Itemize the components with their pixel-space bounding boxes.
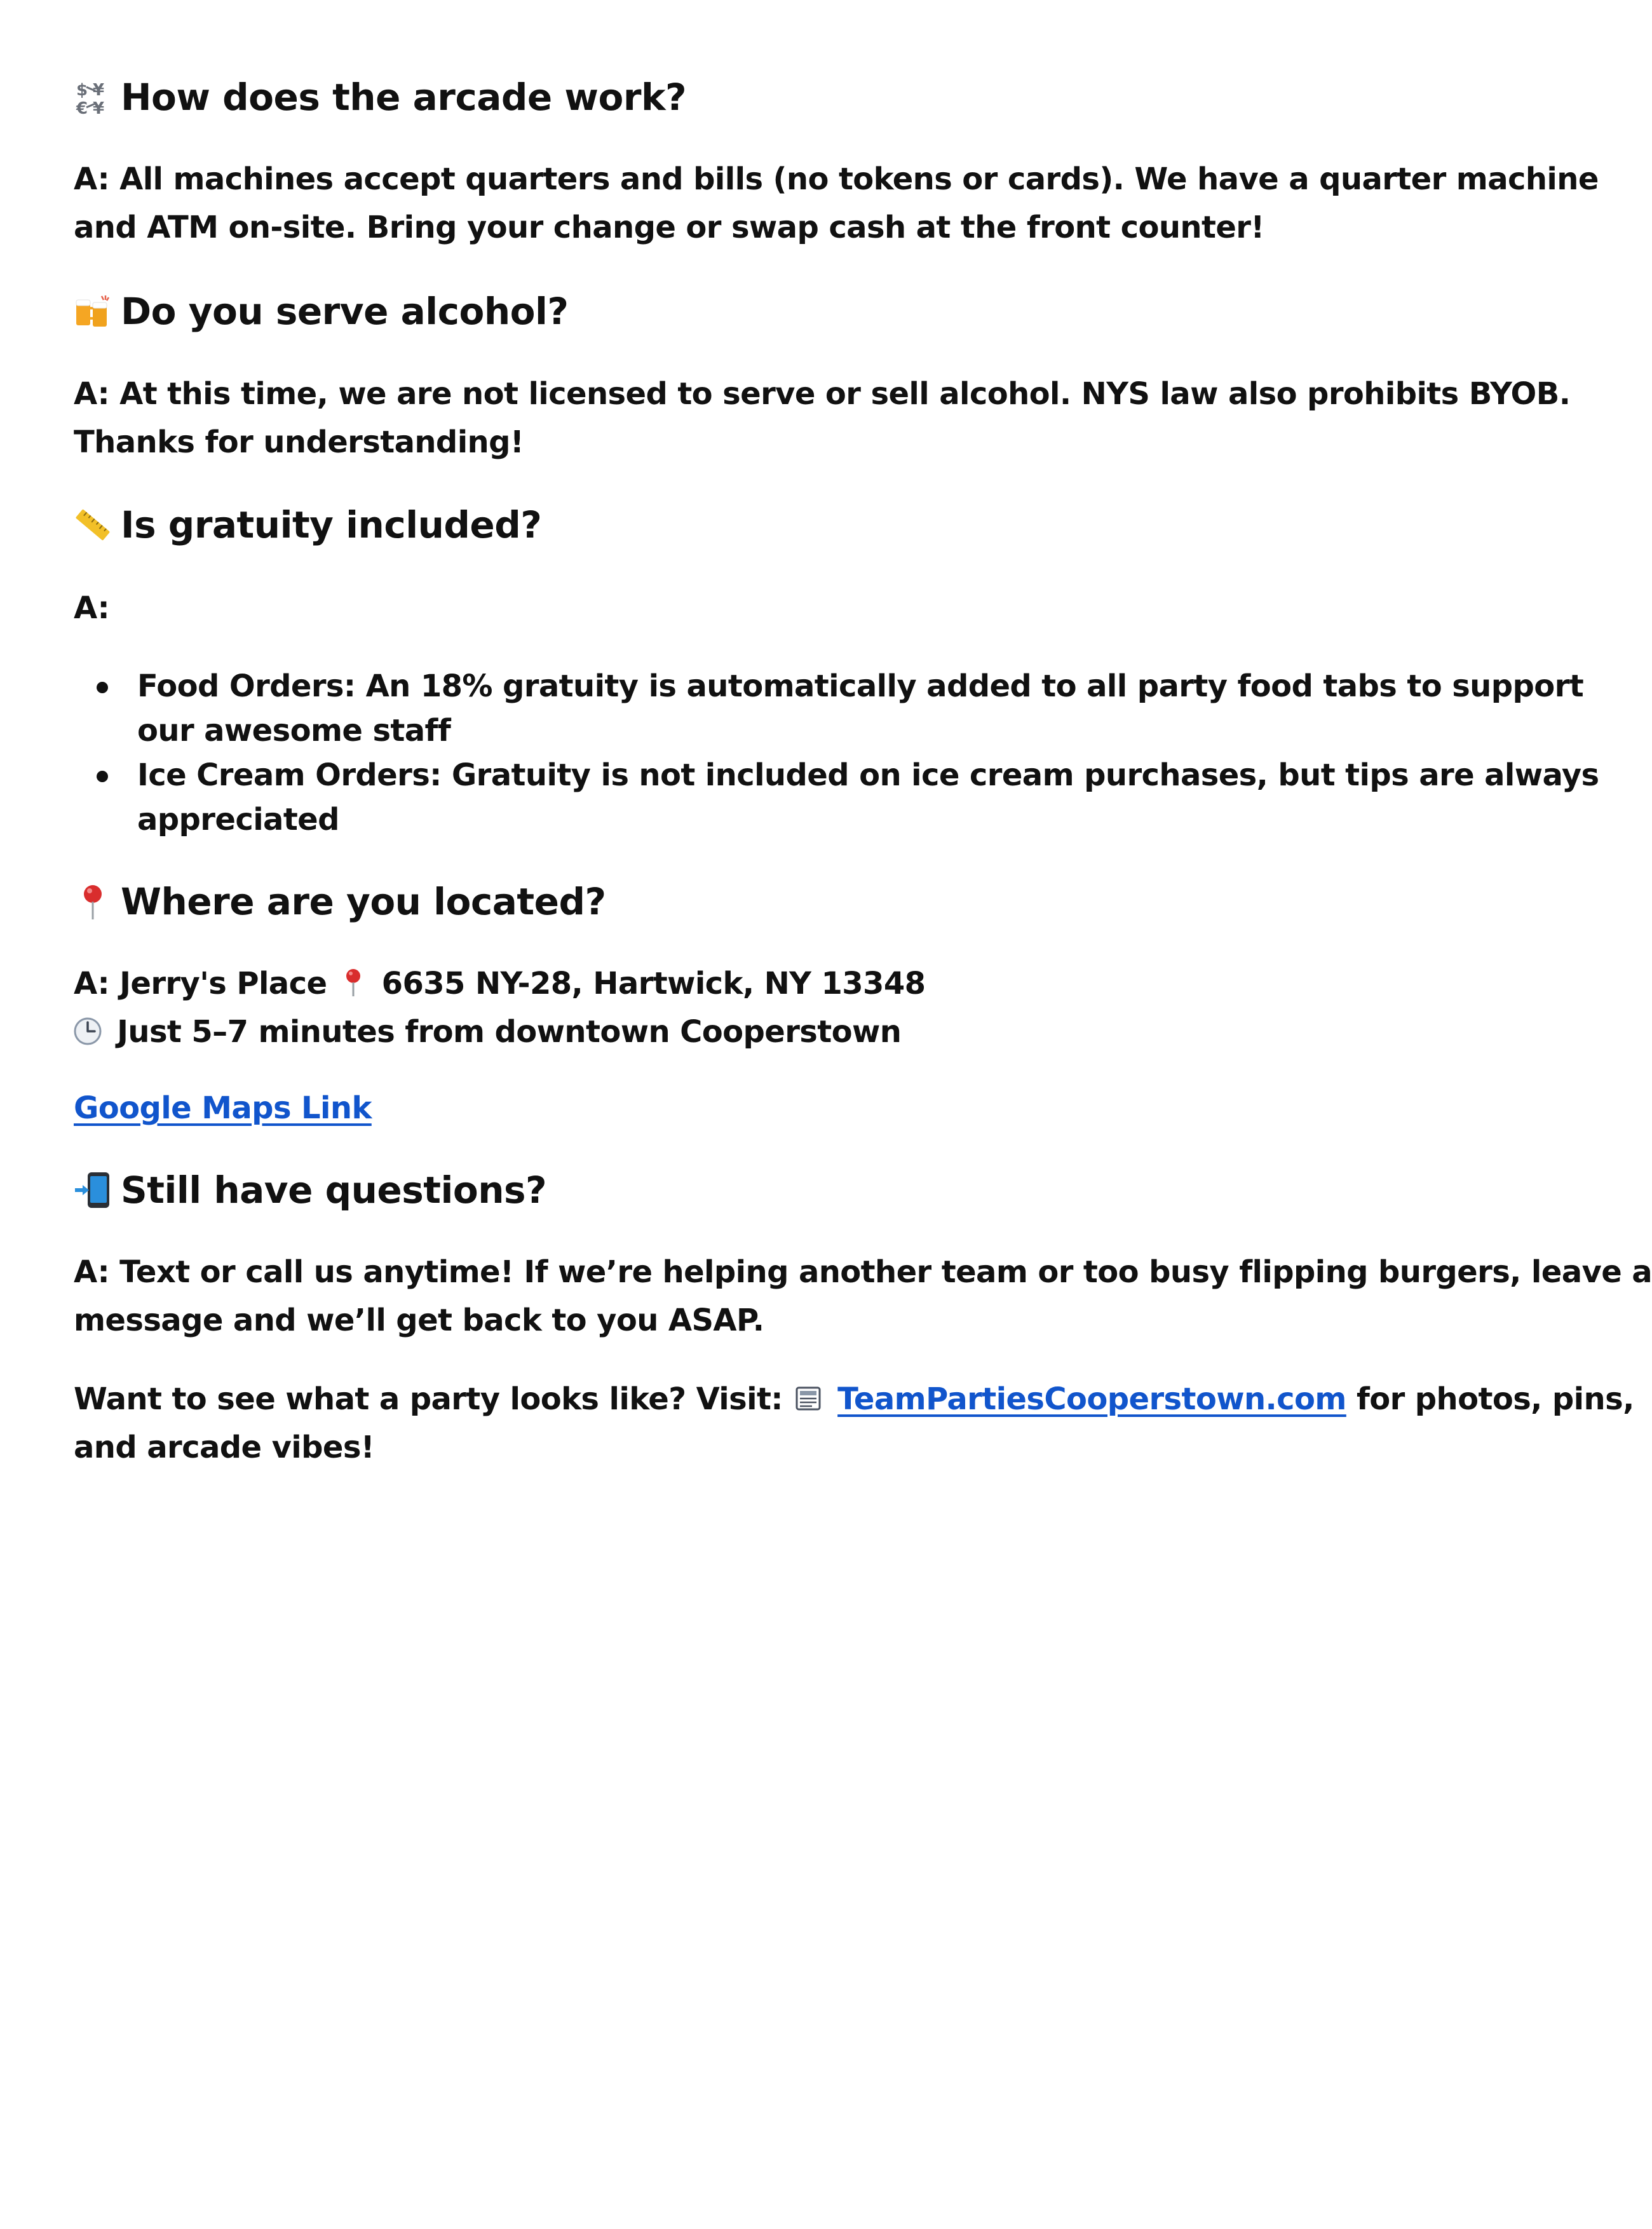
list-item xyxy=(97,753,1599,842)
drive-time-line xyxy=(74,1008,1503,1056)
arcade-answer-line1: A: All machines accept quarters and bills (no tokens or cards). We have a quarter machine xyxy=(74,161,1599,197)
newspaper-icon xyxy=(794,1379,823,1409)
location-address-line xyxy=(74,959,1503,1008)
alcohol-answer xyxy=(74,370,1571,466)
mobile-arrow-icon xyxy=(74,1171,112,1209)
food-orders-line1: Food Orders: An 18% gratuity is automatically added to all party food tabs to support xyxy=(137,668,1584,704)
clock-icon xyxy=(74,1012,103,1042)
bullet-dot xyxy=(97,682,108,693)
gratuity-question-heading xyxy=(74,503,541,547)
round-pushpin-icon xyxy=(74,883,112,921)
arcade-question-text: How does the arcade work? xyxy=(121,76,687,119)
gratuity-question-text: Is gratuity included? xyxy=(121,503,542,546)
team-parties-link[interactable]: TeamPartiesCooperstown.com xyxy=(837,1381,1346,1417)
drive-time-text: Just 5–7 minutes from downtown Cooperstown xyxy=(117,1014,902,1050)
location-question-text: Where are you located? xyxy=(121,880,606,923)
alcohol-question-text: Do you serve alcohol? xyxy=(121,290,569,333)
location-answer xyxy=(74,959,1503,1056)
contact-answer-line2: message and we’ll get back to you ASAP. xyxy=(74,1303,764,1338)
location-question-heading xyxy=(74,879,606,924)
gratuity-answer-prefix-text: A: xyxy=(74,590,110,626)
bullet-dot xyxy=(97,771,108,782)
alcohol-answer-line2: Thanks for understanding! xyxy=(74,424,524,460)
alcohol-question-heading xyxy=(74,289,569,334)
closing-prefix: Want to see what a party looks like? Visit: xyxy=(74,1381,783,1417)
location-address: 6635 NY-28, Hartwick, NY 13348 xyxy=(381,966,926,1001)
contact-answer-line1: A: Text or call us anytime! If we’re helping another team or too busy flipping burgers, leave a xyxy=(74,1254,1652,1290)
closing-line1 xyxy=(74,1375,1634,1423)
google-maps-link[interactable]: Google Maps Link xyxy=(74,1090,372,1126)
closing-suffix: for photos, pins, xyxy=(1356,1381,1634,1417)
svg-text:¥: ¥ xyxy=(93,81,104,100)
svg-text:$: $ xyxy=(76,81,88,100)
currency-exchange-icon xyxy=(74,78,112,116)
list-item xyxy=(97,664,1584,753)
alcohol-answer-line1: A: At this time, we are not licensed to serve or sell alcohol. NYS law also prohibits BYOB. xyxy=(74,376,1571,412)
ice-cream-orders-line2: appreciated xyxy=(137,802,339,837)
svg-text:€: € xyxy=(76,99,88,118)
round-pushpin-icon xyxy=(339,963,368,994)
arcade-question-heading xyxy=(74,75,686,119)
contact-question-text: Still have questions? xyxy=(121,1169,547,1212)
google-maps-link-paragraph xyxy=(74,1084,1503,1132)
closing-line2: and arcade vibes! xyxy=(74,1430,375,1465)
location-name: A: Jerry's Place xyxy=(74,966,327,1001)
contact-answer xyxy=(74,1248,1652,1345)
closing-paragraph xyxy=(74,1375,1634,1472)
gratuity-answer-prefix xyxy=(74,584,1503,632)
svg-text:¥: ¥ xyxy=(93,99,104,118)
arcade-answer xyxy=(74,155,1599,252)
gratuity-list xyxy=(97,664,1599,842)
contact-question-heading xyxy=(74,1168,546,1212)
beer-mugs-icon xyxy=(74,292,112,330)
ruler-icon xyxy=(74,506,112,544)
ice-cream-orders-line1: Ice Cream Orders: Gratuity is not included on ice cream purchases, but tips are always xyxy=(137,757,1599,793)
arcade-answer-line2: and ATM on-site. Bring your change or swap cash at the front counter! xyxy=(74,210,1264,245)
food-orders-line2: our awesome staff xyxy=(137,713,451,749)
